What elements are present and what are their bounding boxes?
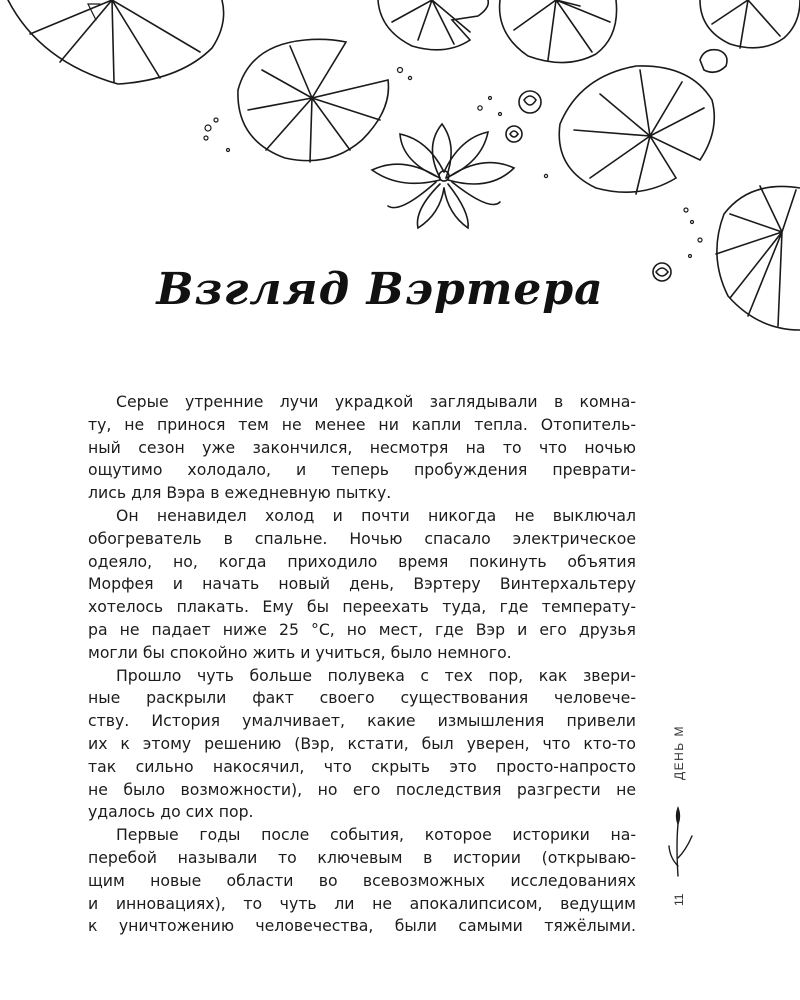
text-line: так сильно накосячил, что скрыть это просто-напросто [88, 756, 636, 776]
text-line: и инновациях), то чуть ли не апокалипсисом, ведущим [88, 893, 636, 913]
text-line: не было возможности), но его последствия разгрести не [88, 779, 636, 799]
chapter-title: Взгляд Вэртера [156, 264, 604, 315]
lily-bud [506, 126, 522, 142]
text-line: обогреватель в спальне. Ночью спасало электрическое [88, 528, 636, 548]
text-line: ощутимо холодало, и теперь пробуждения преврати- [88, 460, 636, 480]
text-line: Серые утренние лучи украдкой заглядывали в комна- [116, 392, 636, 411]
body-text [88, 391, 636, 938]
text-line: Прошло чуть больше полувека с тех пор, как звери- [116, 665, 636, 685]
lily-pad [378, 0, 488, 50]
text-line: могли бы спокойно жить и учиться, было немного. [88, 642, 512, 662]
text-line: их к этому решению (Вэр, кстати, был уверен, что кто-то [88, 733, 636, 753]
text-line: ный сезон уже закончился, несмотря на то что ночью [88, 437, 636, 457]
paragraph [88, 505, 636, 665]
text-line: ра не падает ниже 25 °С, но мест, где Вэр и его друзья [88, 619, 636, 639]
paragraph [88, 824, 636, 938]
paragraph [88, 391, 636, 505]
text-line: к уничтожению человечества, были самыми тяжёлыми. [88, 916, 636, 936]
text-line: Он ненавидел холод и почти никогда не выключал [116, 505, 636, 525]
text-line: ту, не принося тем не менее ни капли тепла. Отопитель- [88, 414, 636, 434]
lily-pad [716, 186, 800, 330]
text-line: ству. История умалчивает, какие измышления привели [88, 711, 636, 731]
water-lily-flower [372, 124, 514, 228]
text-line: Первые годы после события, которое историки на- [116, 825, 636, 845]
lily-pad [238, 39, 389, 162]
page-number: 11 [672, 893, 686, 906]
lily-pad [700, 0, 800, 72]
bubbles [204, 68, 702, 258]
lily-pad [8, 0, 224, 84]
paragraph [88, 665, 636, 825]
lily-pad [559, 66, 714, 194]
text-line: Морфея и начать новый день, Вэртеру Винтерхальтеру [88, 574, 636, 594]
text-line: ные раскрыли факт своего существования человече- [88, 688, 636, 708]
text-line: лись для Вэра в ежедневную пытку. [88, 483, 392, 503]
text-line: щим новые области во всевозможных исследованиях [88, 870, 636, 890]
running-section-label: ДЕНЬ М [672, 724, 686, 780]
lily-pad [500, 0, 617, 63]
lily-bud [519, 91, 541, 113]
text-line: удалось до сих пор. [88, 802, 254, 822]
text-line: хотелось плакать. Ему бы переехать туда, где температу- [88, 597, 636, 617]
text-line: перебой называли то ключевым в истории (открываю- [88, 847, 636, 867]
reed-ornament-icon [666, 806, 696, 878]
text-line: одеяло, но, когда приходило время покинуть объятия [88, 551, 636, 571]
